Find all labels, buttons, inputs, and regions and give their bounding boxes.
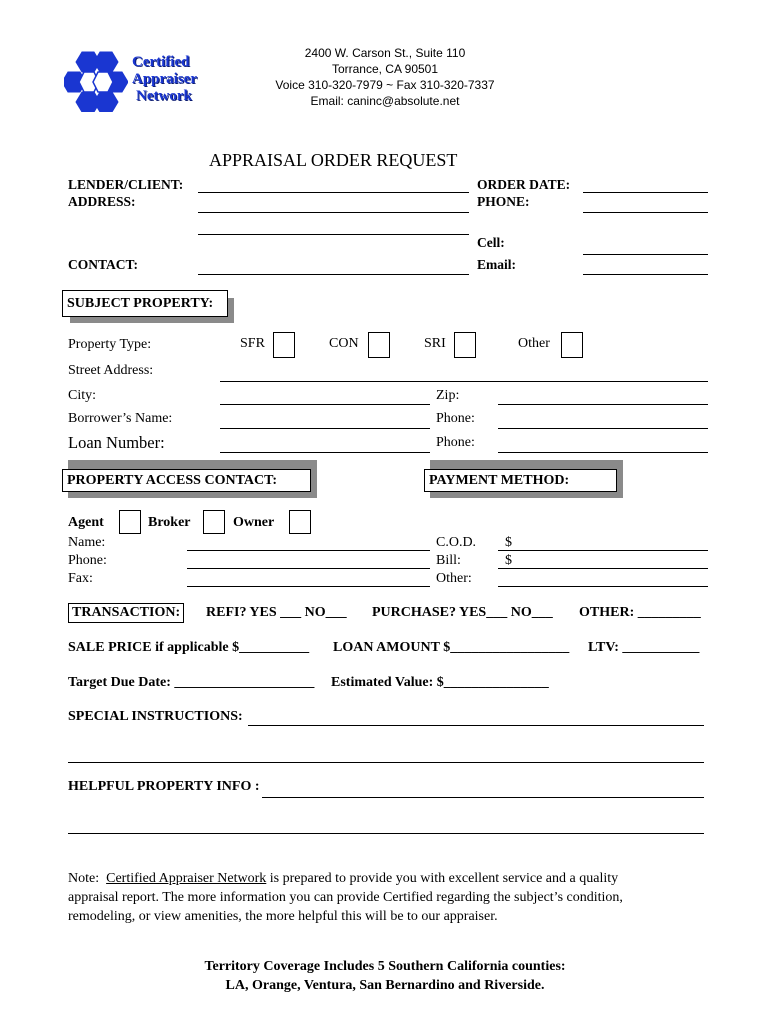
access-contact-heading-box [62, 460, 317, 498]
cell-label: Cell: [477, 235, 505, 250]
access-fax-label: Fax: [68, 571, 93, 586]
address-field-2[interactable] [198, 234, 469, 235]
access-contact-heading: PROPERTY ACCESS CONTACT: [67, 472, 278, 488]
broker-checkbox[interactable] [203, 510, 225, 534]
order-date-label: ORDER DATE: [477, 177, 571, 192]
note-line-2: appraisal report. The more information you can provide Certified regarding the subject’s condition, [68, 890, 623, 905]
bill-label: Bill: [436, 553, 461, 568]
phone-field[interactable] [583, 212, 708, 213]
city-label: City: [68, 388, 97, 403]
cod-dollar: $ [505, 535, 512, 550]
city-field[interactable] [220, 404, 430, 405]
other-label: Other [518, 336, 550, 351]
company-contact-info [250, 45, 520, 109]
sfr-checkbox[interactable] [273, 332, 295, 358]
note-prefix: Note: [68, 871, 107, 886]
payment-method-heading: PAYMENT METHOD: [429, 472, 570, 488]
payment-other-field[interactable] [498, 586, 708, 587]
order-date-field[interactable] [583, 192, 708, 193]
borrower-phone-label: Phone: [436, 411, 475, 426]
email-line: Email: caninc@absolute.net [310, 94, 460, 108]
loan-phone-label: Phone: [436, 435, 475, 450]
company-name-link[interactable]: Certified Appraiser Network [106, 871, 267, 886]
special-instructions-field-2[interactable] [68, 762, 704, 763]
purchase-field[interactable]: PURCHASE? YES___ NO___ [372, 605, 553, 620]
special-instructions-field-1[interactable] [248, 725, 704, 726]
subject-property-heading: SUBJECT PROPERTY: [67, 295, 214, 311]
owner-checkbox[interactable] [289, 510, 311, 534]
street-address-field[interactable] [220, 381, 708, 382]
borrower-phone-field[interactable] [498, 428, 708, 429]
property-type-label: Property Type: [68, 337, 152, 352]
payment-method-heading-box [424, 460, 623, 498]
sri-label: SRI [424, 336, 446, 351]
logo-line-3: Network [136, 88, 192, 104]
zip-field[interactable] [498, 404, 708, 405]
special-instructions-label: SPECIAL INSTRUCTIONS: [68, 709, 243, 724]
agent-label: Agent [68, 515, 104, 530]
target-due-date-field[interactable]: Target Due Date: ____________________ [68, 675, 315, 690]
zip-label: Zip: [436, 388, 460, 403]
address-line-2: Torrance, CA 90501 [331, 62, 439, 76]
ltv-field[interactable]: LTV: ___________ [588, 640, 700, 655]
footer-line-1: Territory Coverage Includes 5 Southern California counties: [204, 959, 566, 974]
address-label: ADDRESS: [68, 194, 136, 209]
subject-property-heading-box [62, 290, 234, 323]
other-checkbox[interactable] [561, 332, 583, 358]
sri-checkbox[interactable] [454, 332, 476, 358]
con-label: CON [329, 336, 359, 351]
owner-label: Owner [233, 515, 275, 530]
access-phone-field[interactable] [187, 568, 430, 569]
helpful-info-field-1[interactable] [262, 797, 704, 798]
cod-label: C.O.D. [436, 535, 477, 550]
cod-field[interactable] [498, 550, 708, 551]
note-line-3: remodeling, or view amenities, the more helpful this will be to our appraiser. [68, 909, 498, 924]
street-address-label: Street Address: [68, 363, 154, 378]
email-label: Email: [477, 257, 516, 272]
address-field-1[interactable] [198, 212, 469, 213]
phone-label: PHONE: [477, 194, 530, 209]
cell-field[interactable] [583, 254, 708, 255]
helpful-info-field-2[interactable] [68, 833, 704, 834]
borrower-name-field[interactable] [220, 428, 430, 429]
logo-line-2: Appraiser [132, 71, 197, 87]
note-text-1: is prepared to provide you with excellent service and a quality [266, 871, 619, 886]
loan-phone-field[interactable] [498, 452, 708, 453]
refi-field[interactable]: REFI? YES ___ NO___ [206, 605, 347, 620]
email-field[interactable] [583, 274, 708, 275]
loan-number-label: Loan Number: [68, 433, 165, 452]
hexagon-logo-icon [64, 48, 128, 112]
sfr-label: SFR [240, 336, 265, 351]
helpful-info-label: HELPFUL PROPERTY INFO : [68, 779, 260, 794]
contact-field[interactable] [198, 274, 469, 275]
phone-fax-line: Voice 310-320-7979 ~ Fax 310-320-7337 [275, 78, 495, 92]
footer-line-2: LA, Orange, Ventura, San Bernardino and Riverside. [225, 978, 545, 993]
loan-amount-field[interactable]: LOAN AMOUNT $_________________ [333, 640, 570, 655]
estimated-value-field[interactable]: Estimated Value: $_______________ [331, 675, 549, 690]
borrower-name-label: Borrower’s Name: [68, 411, 173, 426]
lender-client-field[interactable] [198, 192, 469, 193]
loan-number-field[interactable] [220, 452, 430, 453]
transaction-other-field[interactable]: OTHER: _________ [579, 605, 701, 620]
footer [0, 957, 770, 995]
sale-price-field[interactable]: SALE PRICE if applicable $__________ [68, 640, 310, 655]
agent-checkbox[interactable] [119, 510, 141, 534]
lender-client-label: LENDER/CLIENT: [68, 177, 184, 192]
access-phone-label: Phone: [68, 553, 107, 568]
note-line-1 [68, 869, 623, 888]
page-title: APPRAISAL ORDER REQUEST [209, 150, 458, 170]
address-line-1: 2400 W. Carson St., Suite 110 [304, 46, 466, 60]
bill-dollar: $ [505, 553, 512, 568]
contact-label: CONTACT: [68, 257, 138, 272]
bill-field[interactable] [498, 568, 708, 569]
payment-other-label: Other: [436, 571, 472, 586]
broker-label: Broker [148, 515, 191, 530]
access-name-field[interactable] [187, 550, 430, 551]
access-fax-field[interactable] [187, 586, 430, 587]
access-name-label: Name: [68, 535, 106, 550]
con-checkbox[interactable] [368, 332, 390, 358]
company-logo [64, 48, 224, 118]
note-paragraph [68, 869, 623, 926]
transaction-heading: TRANSACTION: [68, 603, 184, 623]
logo-line-1: Certified [132, 54, 190, 70]
